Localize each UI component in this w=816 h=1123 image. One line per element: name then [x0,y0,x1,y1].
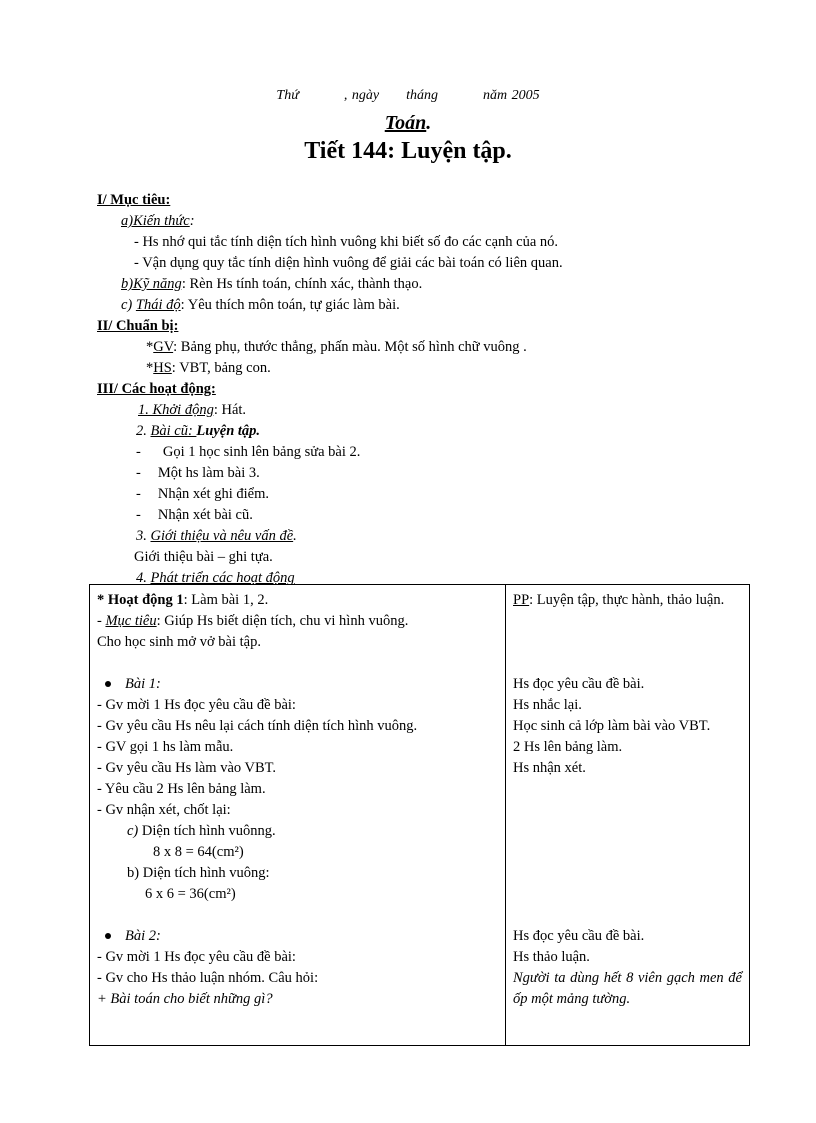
warmup-heading [138,402,214,418]
review-colon: : [187,423,197,439]
activities-heading: III/ Các hoạt động: [97,381,216,397]
goal-line: - Mục tiêu: Giúp Hs biết diện tích, chu vi hình vuông. [97,613,409,629]
bai1-step: - Gv nhận xét, chốt lại: [97,802,231,818]
student-column [506,585,750,1046]
review-item: - Một hs làm bài 3. [136,465,260,481]
review-item: - Nhận xét bài cũ. [136,507,253,523]
bai1-title [97,674,498,695]
knowledge-heading [121,211,195,231]
warmup-num: 1. [138,402,153,418]
teacher-column [90,585,506,1046]
knowledge-colon: : [189,213,195,229]
activity-text: : Làm bài 1, 2. [183,592,269,608]
goal-label: Mục tiêu [105,613,157,629]
attitude-line [121,295,400,315]
bai1-step: - Yêu cầu 2 Hs lên bảng làm. [97,781,266,797]
sub-b-text: Diện tích hình vuông: [142,865,270,881]
bai1-response: Học sinh cả lớp làm bài vào VBT. [513,718,711,734]
pp-text: : Luyện tập, thực hành, thảo luận. [529,592,725,608]
bai2-question: + Bài toán cho biết những gì? [97,991,273,1007]
review-item-text: Nhận xét ghi điểm. [157,486,269,502]
activity-label: * Hoạt động 1 [97,592,184,608]
hs-text: : VBT, bảng con. [171,360,271,376]
sub-c-text: Diện tích hình vuônng. [141,823,276,839]
bai2-title [97,926,498,947]
hs-line: *HS: VBT, bảng con. [146,360,271,376]
subject-name: Toán [384,112,427,134]
activity-row [90,585,750,1046]
activity-title [97,590,498,611]
hs-label: HS [153,360,172,376]
attitude-prefix: c) [121,297,136,313]
skills-label: b)Kỹ năng [121,276,182,292]
sub-answer-c [97,821,498,842]
sub-c-label: c) [127,823,139,839]
review-item: - Nhận xét ghi điểm. [136,486,269,502]
bai2-step: - Gv cho Hs thảo luận nhóm. Câu hỏi: [97,970,319,986]
bai2-response: Hs thảo luận. [513,949,590,965]
bai2-response: Hs đọc yêu cầu đề bài. [513,928,645,944]
develop-num: 4. [136,570,151,586]
date-line [0,88,816,104]
bai2-title-text: Bài 2: [125,928,161,944]
skills-text: : Rèn Hs tính toán, chính xác, thành thạo. [181,276,423,292]
knowledge-label: a)Kiến thức [121,213,190,229]
gv-text: : Bảng phụ, thước thẳng, phấn màu. Một số hình chữ vuông . [173,339,527,355]
intro-num: 3. [136,528,151,544]
review-item-text: Nhận xét bài cũ. [157,507,253,523]
pp-label: PP [513,592,530,608]
bai1-step: - Gv yêu cầu Hs nêu lại cách tính diện tích hình vuông. [97,718,418,734]
intro-dot: . [293,528,297,544]
knowledge-item: - Vận dụng quy tắc tính diện hình vuông để giải các bài toán có liên quan. [134,255,563,271]
calc-b: 6 x 6 = 36(cm²) [145,886,236,902]
review-item-text: Một hs làm bài 3. [157,465,260,481]
intro-text: Giới thiệu bài – ghi tựa. [134,549,273,565]
review-line [136,421,260,441]
bai2-answer: Người ta dùng hết 8 viên gạch men để ốp một mảng tường. [513,970,742,1007]
bai1-response: Hs nhắc lại. [513,697,582,713]
intro-line [136,526,297,546]
date-label: , ngày [343,88,380,103]
review-title: Luyện tập. [196,423,261,439]
goal-line-2: Cho học sinh mở vở bài tập. [97,634,261,650]
preparation-heading: II/ Chuẩn bị: [97,318,179,334]
skills-line [121,274,422,294]
sub-b-label: b) [127,865,140,881]
intro-label: Giới thiệu và nêu vấn đề [150,528,294,544]
review-item: - Gọi 1 học sinh lên bảng sửa bài 2. [136,444,361,460]
bai1-step: - Gv mời 1 Hs đọc yêu cầu đề bài: [97,697,296,713]
review-num: 2. [136,423,151,439]
subject-dot: . [426,112,432,134]
attitude-label: Thái độ [135,297,181,313]
bai1-response: Hs đọc yêu cầu đề bài. [513,676,645,692]
day-label: Thứ [276,88,299,103]
bai1-step: - Gv yêu cầu Hs làm vào VBT. [97,760,277,776]
knowledge-item: - Hs nhớ qui tắc tính diện tích hình vuông khi biết số đo các cạnh của nó. [134,234,559,250]
attitude-text: : Yêu thích môn toán, tự giác làm bài. [180,297,400,313]
month-label: tháng [406,88,438,103]
year-label: năm 2005 [482,88,540,103]
lesson-title: Tiết 144: Luyện tập. [304,138,512,164]
warmup-label: Khởi động [152,402,214,418]
bai1-title-text: Bài 1: [125,676,161,692]
develop-label: Phát triển các hoạt động [150,570,295,586]
calc-c: 8 x 8 = 64(cm²) [153,844,244,860]
gv-label: GV [153,339,174,355]
gv-line: *GV: Bảng phụ, thước thẳng, phấn màu. Một số hình chữ vuông . [146,339,527,355]
review-item-text: Gọi 1 học sinh lên bảng sửa bài 2. [162,444,361,460]
objectives-heading: I/ Mục tiêu: [97,192,171,208]
bai1-response: 2 Hs lên bảng làm. [513,739,623,755]
warmup-line [138,400,246,420]
goal-text: : Giúp Hs biết diện tích, chu vi hình vuông. [156,613,409,629]
subject-heading [0,112,816,135]
bai2-step: - Gv mời 1 Hs đọc yêu cầu đề bài: [97,949,296,965]
warmup-text: : Hát. [213,402,247,418]
bai1-response: Hs nhận xét. [513,760,586,776]
activity-table [89,584,750,1046]
bai1-step: - GV gọi 1 hs làm mẫu. [97,739,234,755]
bullet-icon [105,933,111,939]
pp-line [513,590,742,611]
bullet-icon [105,681,111,687]
sub-answer-b [97,863,498,884]
review-label: Bài cũ [150,423,188,439]
